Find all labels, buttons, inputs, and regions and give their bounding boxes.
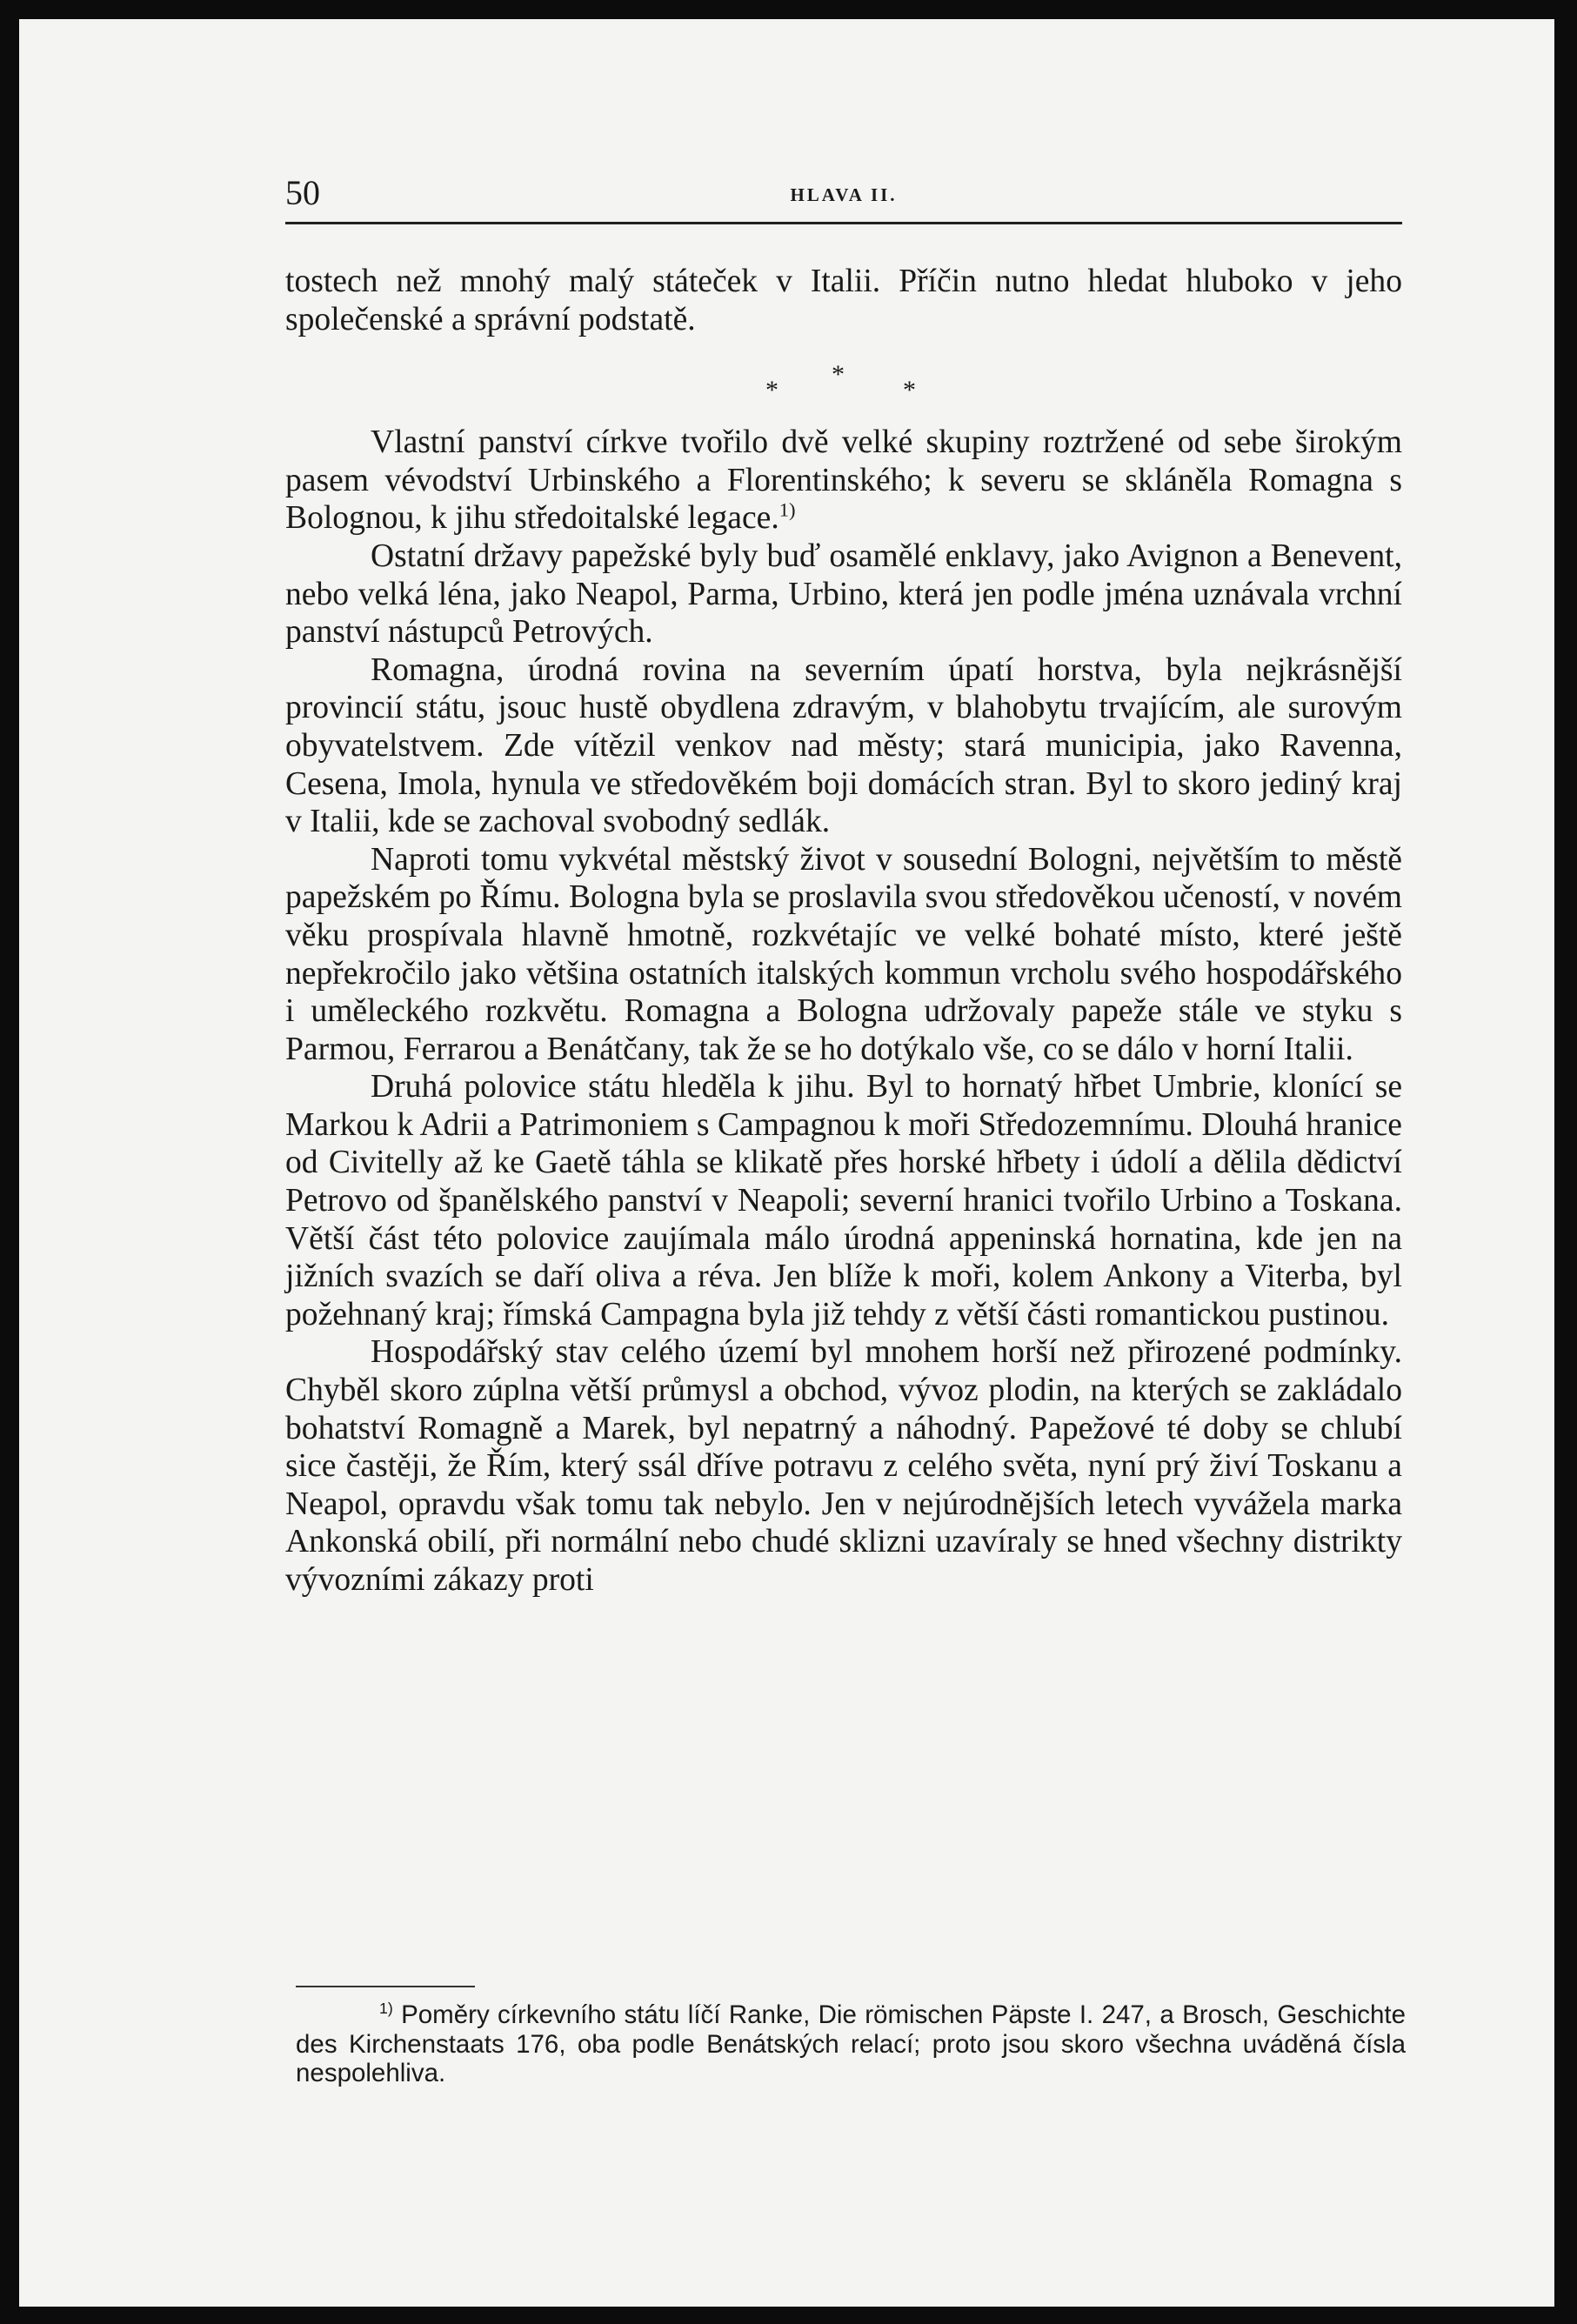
- paragraph: Druhá polovice státu hleděla k jihu. Byl to hornatý hřbet Umbrie, klonící se Markou k Adrii a Patrimoniem s Campagnou k moři Středozemnímu. Dlouhá hranice od Civitelly až ke Gaetě táhla se klikatě přes horské hřbety i údolí a dělila dědictví Petrovo od španělského panství v Neapoli; severní hranici tvořilo Urbino a Toskana. Větší část této polovice zaujímala málo úrodná appeninská hornatina, kde jen na jižních svazích se daří oliva a réva. Jen blíže k moři, kolem Ankony a Viterba, byl požehnaný kraj; římská Campagna byla již tehdy z větší části romantickou pustinou.: [285, 1069, 1402, 1332]
- paragraph: tostech než mnohý malý státeček v Italii. Příčin nutno hledat hluboko v jeho společenské a správní podstatě.: [285, 264, 1402, 337]
- page-number: 50: [285, 173, 320, 212]
- paragraph: Naproti tomu vykvétal městský život v sousední Bologni, největším to městě papežském po Římu. Bologna byla se proslavila svou středověkou učeností, v novém věku prospívala hlavně hmotně, rozkvétajíc ve velké bohaté místo, které ještě nepřekročilo jako většina ostatních italských kommun vrcholu svého hospodářského i uměleckého rozkvětu. Romagna a Bologna udržovaly papeže stále ve styku s Parmou, Ferrarou a Benátčany, tak že se ho dotýkalo vše, co se dálo v horní Italii.: [285, 841, 1402, 1067]
- running-head: HLAVA II.: [790, 184, 898, 205]
- asterisk: *: [765, 376, 778, 405]
- asterisk: *: [903, 376, 916, 405]
- paragraph: Vlastní panství církve tvořilo dvě velké skupiny roztržené od sebe širokým pasem vévodství Urbinského a Florentinského; k severu se skláněla Romagna s Bolognou, k jihu středoitalské legace.$^{1)}$: [285, 424, 1402, 537]
- asterisk: *: [832, 360, 845, 390]
- paragraph: Romagna, úrodná rovina na severním úpatí horstva, byla nejkrásnější provincií státu, jsouc hustě obydlena zdravým, v blahobytu trvajícím, ale surovým obyvatelstvem. Zde vítězil venkov nad městy; stará municipia, jako Ravenna, Cesena, Imola, hynula ve středověkém boji domácích stran. Byl to skoro jediný kraj v Italii, kde se zachoval svobodný sedlák.: [285, 651, 1402, 840]
- paragraph: Hospodářský stav celého území byl mnohem horší než přirozené podmínky. Chyběl skoro zúplna větší průmysl a obchod, vývoz plodin, na kterých se zakládalo bohatství Romagně a Marek, byl nepatrný a náhodný. Papežové té doby se chlubí sice častěji, že Řím, který ssál dříve potravu z celého světa, nyní prý živí Toskanu a Neapol, opravdu však tomu tak nebylo. Jen v nejúrodnějších letech vyvážela marka Ankonská obilí, při normální nebo chudé sklizni uzavíraly se hned všechny distrikty vývozními zákazy proti: [285, 1334, 1402, 1598]
- footnote-rule: [296, 1986, 475, 1987]
- body-text: [285, 263, 1402, 1599]
- section-break: [285, 338, 1402, 424]
- header-rule: [285, 222, 1402, 224]
- footnote-marker: 1): [379, 2000, 393, 2018]
- footnote-text: Poměry církevního státu líčí Ranke, Die römischen Päpste I. 247, a Brosch, Geschichte des Kirchenstaats 176, oba podle Benátských relací; proto jsou skoro všechna uváděná čísla nespolehliva.: [296, 2000, 1406, 2087]
- page-header: [285, 172, 1402, 216]
- paragraph: Ostatní državy papežské byly buď osamělé enklavy, jako Avignon a Benevent, nebo velká léna, jako Neapol, Parma, Urbino, která jen podle jména uznávala vrchní panství nástupců Petrových.: [285, 538, 1402, 651]
- footnote-reference: 1): [778, 498, 796, 521]
- footnote: [296, 2000, 1406, 2088]
